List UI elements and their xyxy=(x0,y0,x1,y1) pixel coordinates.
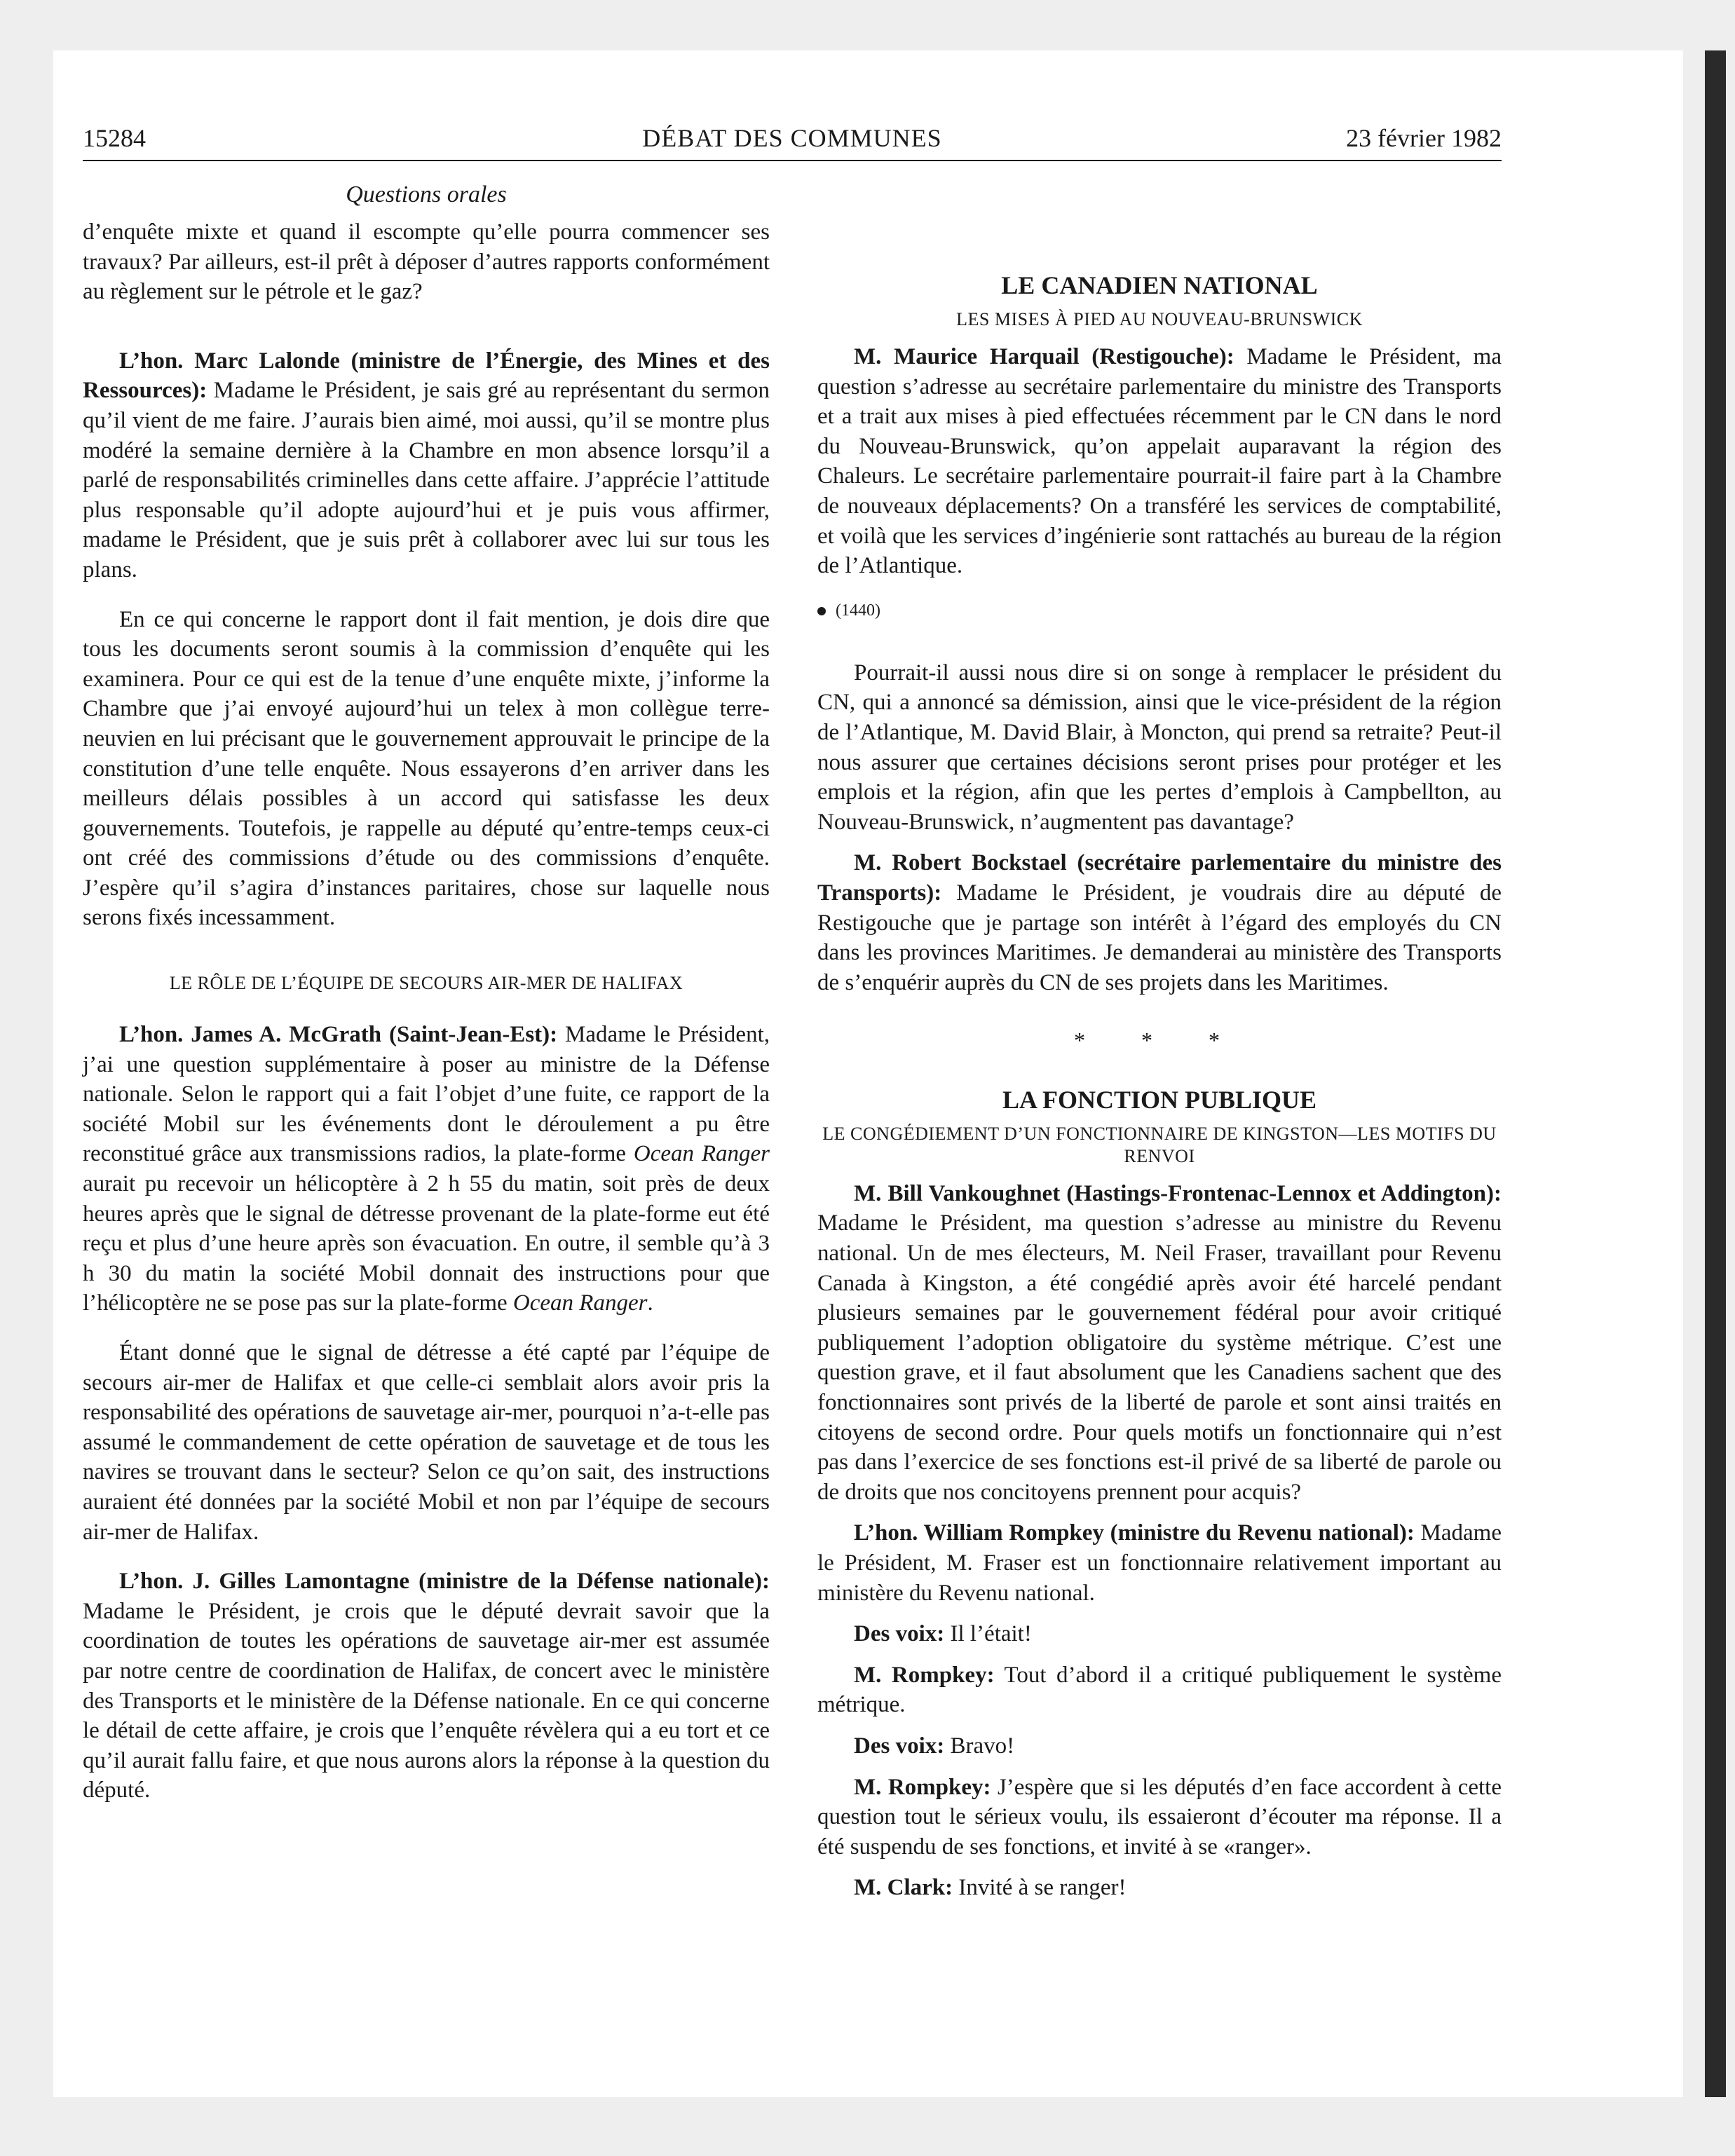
page-date: 23 février 1982 xyxy=(1346,124,1502,152)
paragraph: d’enquête mixte et quand il escompte qu’elle pourra commencer ses travaux? Par ailleurs, est-il prêt à déposer d’autres rapports conformément au règlement sur le pétrole et le gaz? xyxy=(83,219,770,305)
speaker-name: L’hon. J. Gilles Lamontagne (ministre de la Défense nationale): xyxy=(119,1569,770,1595)
speaker-name: Des voix: xyxy=(854,1621,945,1647)
paragraph xyxy=(817,1619,1502,1649)
paragraph xyxy=(817,1773,1502,1862)
paragraph xyxy=(83,346,770,585)
speech-text: Bravo! xyxy=(944,1733,1015,1759)
section-heading: LA FONCTION PUBLIQUE xyxy=(1002,1085,1317,1114)
paragraph xyxy=(83,1020,770,1318)
speech-text: Madame le Président, j’ai une question supplémentaire à poser au ministre de la Défense nationale. Selon le rapport qui a fait l’objet d’une fuite, ce rapport de la société Mobil sur les événements dont le déroulement a pu être reconstitué grâce aux transmissions radios, la plate-forme xyxy=(83,1022,770,1167)
speaker-name: M. Clark: xyxy=(854,1875,953,1901)
publication-title: DÉBAT DES COMMUNES xyxy=(642,124,942,152)
paragraph: En ce qui concerne le rapport dont il fait mention, je dois dire que tous les documents seront soumis à la commission d’enquête qui les examinera. Pour ce qui est de la tenue d’une enquête mixte, j’informe la Chambre que j’ai envoyé aujourd’hui un telex à mon collègue terre-neuvien en lui précisant que le gouvernement approuvait le principe de la constitution d’une telle enquête. Nous essayerons d’en arriver dans les meilleurs délais possibles à un accord qui satisfasse les deux gouvernements. Toutefois, je rappelle au député qu’entre-temps ceux-ci ont créé des commissions d’étude ou des commissions d’enquête. J’espère qu’il s’agira d’instances paritaires, chose sur laquelle nous serons fixés incessamment. xyxy=(83,606,770,931)
page-number: 15284 xyxy=(83,124,146,152)
time-marker xyxy=(817,596,1502,625)
subheading: LES MISES À PIED AU NOUVEAU-BRUNSWICK xyxy=(956,309,1363,329)
speaker-name: M. Rompkey: xyxy=(854,1774,991,1800)
speaker-name: M. Bill Vankoughnet (Hastings-Frontenac-Lennox et Addington): xyxy=(854,1180,1502,1206)
speech-text: Madame le Président, ma question s’adresse au ministre du Revenu national. Un de mes électeurs, M. Neil Fraser, travaillant pour Revenu Canada à Kingston, a été congédié après avoir été harcelé pendant plusieurs semaines par le gouvernement fédéral pour avoir critiqué publiquement l’adoption obligatoire du système métrique. C’est une question grave, et il faut absolument que les Canadiens sachent que des fonctionnaires sont privés de la liberté de parole et sont ainsi traités en citoyens de second ordre. Pour quels motifs un fonctionnaire qui n’est pas dans l’exercice de ses fonctions est-il privé de sa liberté de parole ou de droits que nos concitoyens prennent pour acquis? xyxy=(817,1210,1502,1505)
speaker-name: M. Maurice Harquail (Restigouche): xyxy=(854,344,1234,369)
speech-text: Madame le Président, je crois que le député devrait savoir que la coordination de toutes les opérations de sauvetage air-mer est assumée par notre centre de coordination de Halifax, de concert avec le ministère des Transports et le ministère de la Défense nationale. En ce qui concerne le détail de cette affaire, je crois que l’enquête révèlera qui a eu tort et ce qu’il aurait fallu faire, et que nous aurons alors la réponse à la question du député. xyxy=(83,1598,770,1803)
paragraph xyxy=(817,1518,1502,1608)
section-heading: LE CANADIEN NATIONAL xyxy=(1001,271,1318,299)
speaker-name: M. Robert Bockstael (secrétaire parlementaire du ministre des Transports): xyxy=(817,850,1502,906)
speech-text: Madame le Président, je voudrais dire au député de Restigouche que je partage son intérêt à l’égard des employés du CN dans les provinces Maritimes. Je demanderai au ministère des Transports de s’enquérir auprès du CN de ses projets dans les Maritimes. xyxy=(817,880,1502,995)
paragraph xyxy=(817,342,1502,581)
time-marker-text: (1440) xyxy=(836,601,880,620)
paragraph: Pourrait-il aussi nous dire si on songe à remplacer le président du CN, qui a annoncé sa démission, ainsi que le vice-président de la région de l’Atlantique, M. David Blair, à Moncton, qui prend sa retraite? Peut-il nous assurer que certaines décisions seront prises pour protéger et les emplois et la région, afin que les pertes d’emplois à Campbellton, au Nouveau-Brunswick, n’augmentent pas davantage? xyxy=(817,660,1502,835)
speech-text: J’espère que si les députés d’en face accordent à cette question tout le sérieux voulu, ils essaieront d’écouter ma réponse. Il a été suspendu de ses fonctions, et invité à se «ranger». xyxy=(817,1774,1502,1860)
section-label: Questions orales xyxy=(346,182,507,207)
paragraph xyxy=(817,848,1502,997)
right-column xyxy=(817,179,1502,1903)
speaker-name: L’hon. James A. McGrath (Saint-Jean-Est): xyxy=(119,1022,558,1048)
speaker-name: M. Rompkey: xyxy=(854,1662,995,1688)
speech-text: Madame le Président, ma question s’adresse au secrétaire parlementaire du ministre des Transports et a trait aux mises à pied effectuées récemment par le CN dans le nord du Nouveau-Brunswick, qu’on appelait auparavant la région des Chaleurs. Le secrétaire parlementaire pourrait-il faire part à la Chambre de nouveaux déplacements? On a transféré les services de comptabilité, et voilà que les services d’ingénierie sont rattachés au bureau de la région de l’Atlantique. xyxy=(817,344,1502,579)
speech-text: Madame le Président, M. Fraser est un fonctionnaire relativement important au ministère du Revenu national. xyxy=(817,1520,1502,1606)
speaker-name: Des voix: xyxy=(854,1733,945,1759)
paragraph xyxy=(83,1567,770,1806)
vessel-name: Ocean Ranger xyxy=(512,1290,648,1316)
section-separator: * * * xyxy=(1074,1028,1245,1053)
paragraph xyxy=(817,1179,1502,1508)
speech-text: Il l’était! xyxy=(944,1621,1032,1647)
speech-text: . xyxy=(647,1290,653,1316)
speech-text: Invité à se ranger! xyxy=(953,1875,1127,1901)
paragraph xyxy=(817,1731,1502,1761)
scan-edge-bar xyxy=(1705,50,1726,2097)
left-column xyxy=(83,179,770,1806)
speaker-name: L’hon. William Rompkey (ministre du Revenu national): xyxy=(854,1520,1415,1546)
subheading: LE RÔLE DE L’ÉQUIPE DE SECOURS AIR-MER DE HALIFAX xyxy=(169,973,683,994)
speech-text: aurait pu recevoir un hélicoptère à 2 h 55 du matin, soit près de deux heures après que le signal de détresse provenant de la plate-forme eut été reçu et plus d’une heure après son évacuation. En outre, il semble qu’à 3 h 30 du matin la société Mobil donnait des instructions pour que l’hélicoptère ne se pose pas sur la plate-forme xyxy=(83,1171,770,1316)
vessel-name: Ocean Ranger xyxy=(633,1141,770,1167)
paragraph: Étant donné que le signal de détresse a été capté par l’équipe de secours air-mer de Halifax et que celle-ci semblait alors avoir pris la responsabilité des opérations de sauvetage air-mer, pourquoi n’a-t-elle pas assumé le commandement de cette opération de sauvetage et de tous les navires se trouvant dans le secteur? Selon ce qu’on sait, des instructions auraient été données par la société Mobil et non par l’équipe de secours air-mer de Halifax. xyxy=(83,1340,770,1545)
speech-text: Tout d’abord il a critiqué publiquement le système métrique. xyxy=(817,1662,1502,1718)
speaker-name: L’hon. Marc Lalonde (ministre de l’Énergie, des Mines et des Ressources): xyxy=(83,348,770,404)
page-header xyxy=(83,118,1502,161)
paragraph xyxy=(817,1660,1502,1720)
subheading: LE CONGÉDIEMENT D’UN FONCTIONNAIRE DE KINGSTON—LES MOTIFS DU RENVOI xyxy=(822,1123,1497,1166)
speech-text: Madame le Président, je sais gré au représentant du sermon qu’il vient de me faire. J’aurais bien aimé, moi aussi, qu’il se montre plus modéré la semaine dernière à la Chambre en mon absence lorsqu’il a parlé de responsabilités criminelles dans cette affaire. J’apprécie l’attitude plus responsable qu’il adopte aujourd’hui et je puis vous affirmer, madame le Président, que je suis prêt à collaborer avec lui sur tous les plans. xyxy=(83,378,770,582)
paragraph xyxy=(817,1873,1502,1903)
bullet-icon xyxy=(817,607,826,615)
